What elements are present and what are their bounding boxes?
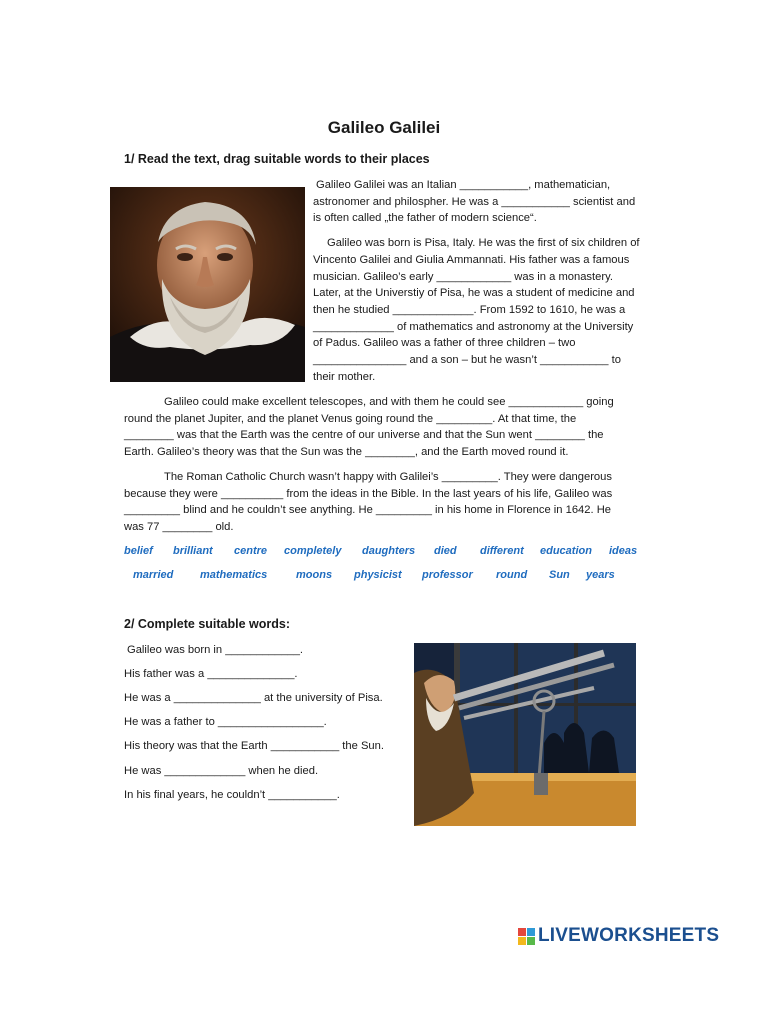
word-chip[interactable]: physicist (354, 569, 402, 581)
paragraph-1: Galileo Galilei was an Italian ___________, mathematician, astronomer and philospher. He was a ___________ scientist and is often called „the father of modern science“. (313, 179, 636, 225)
word-chip[interactable]: died (434, 545, 457, 557)
word-chip[interactable]: years (586, 569, 615, 581)
word-chip[interactable]: Sun (549, 569, 570, 581)
word-chip[interactable]: brilliant (173, 545, 213, 557)
word-chip[interactable]: centre (234, 545, 268, 557)
word-chip[interactable]: moons (296, 569, 333, 581)
word-chip[interactable]: round (496, 569, 528, 581)
paragraph-intro-block (313, 177, 643, 385)
word-chip[interactable]: ideas (609, 545, 638, 557)
word-chip[interactable]: daughters (362, 545, 416, 557)
worksheet-title: Galileo Galilei (327, 118, 441, 137)
paragraph-4: The Roman Catholic Church wasn’t happy with Galilei’s _________. They were dangerous because they were __________ from the ideas in the Bible. In the last years of his life, Galileo was _________ blind and he couldn’t see anything. He _________ in his home in Florence in 1642. He was 77 ________ old. (124, 471, 613, 534)
galileo-telescope-image (414, 643, 636, 826)
paragraph-2: Galileo was born is Pisa, Italy. He was the first of six children of Vincento Galilei and Giulia Ammannati. His father was a famous musician. Galileo’s early ____________ was in a monastery. Later, at the Universtiy of Pisa, he was a student of medicine and then he studied _____________. From 1592 to 1610, he was a _____________ of mathematics and astronomy at the University of Padus. Galileo was a father of three children – two _______________ and a son – but he wasn’t ___________ to their mother. (313, 237, 640, 383)
section-2-heading: 2/ Complete suitable words: (124, 617, 291, 631)
paragraph-block-3 (124, 394, 629, 461)
word-chip[interactable]: married (133, 569, 174, 581)
word-chip[interactable]: mathematics (200, 569, 268, 581)
liveworksheets-logo-icon (518, 928, 535, 945)
question-item: He was a father to _________________. (124, 716, 327, 728)
word-chip[interactable]: completely (284, 545, 342, 557)
question-item: He was _____________ when he died. (124, 765, 319, 777)
paragraph-block-4 (124, 469, 629, 536)
galileo-portrait-image (110, 187, 305, 382)
word-chip[interactable]: professor (422, 569, 473, 581)
word-chip[interactable]: education (540, 545, 592, 557)
question-item: His theory was that the Earth ___________ the Sun. (124, 740, 384, 752)
word-chip[interactable]: different (480, 545, 524, 557)
word-chip[interactable]: belief (124, 545, 153, 557)
question-item: He was a ______________ at the university of Pisa. (124, 692, 383, 704)
liveworksheets-logo-text: LIVEWORKSHEETS (538, 925, 720, 946)
question-item: His father was a ______________. (124, 668, 298, 680)
question-item: Galileo was born in ____________. (127, 644, 304, 656)
liveworksheets-logo (518, 924, 719, 948)
question-item: In his final years, he couldn’t ___________. (124, 789, 340, 801)
section-1-heading: 1/ Read the text, drag suitable words to their places (124, 152, 430, 166)
paragraph-3: Galileo could make excellent telescopes, and with them he could see ____________ going round the planet Jupiter, and the planet Venus going round the _________. At that time, the ________ was that the Earth was the centre of our universe and that the Sun went ________ the Earth. Galileo’s theory was that the Sun was the ________, and the Earth moved round it. (124, 396, 614, 459)
